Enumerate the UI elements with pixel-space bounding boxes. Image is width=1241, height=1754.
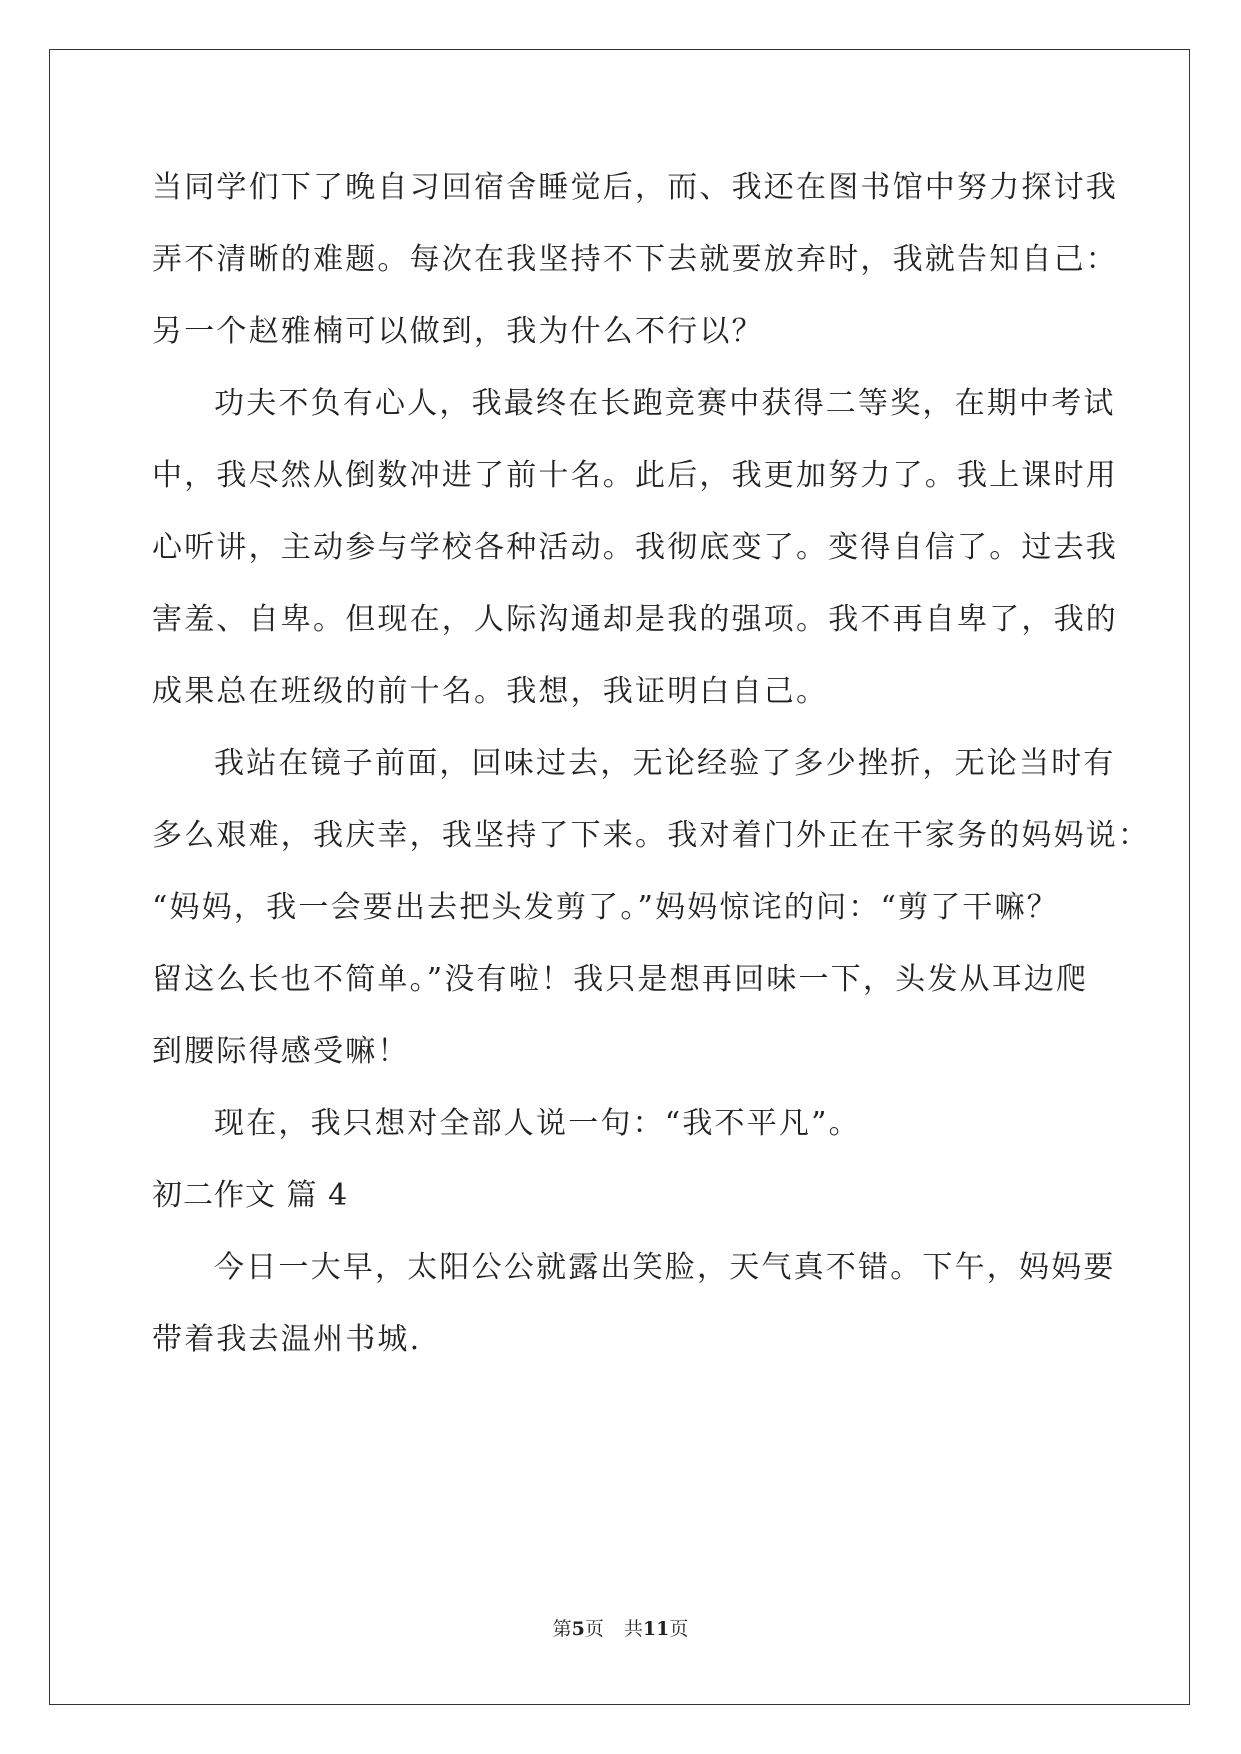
footer-total-unit: 页 <box>669 1618 689 1640</box>
footer-prefix: 第 <box>552 1618 572 1640</box>
body-line: 弄不清晰的难题。每次在我坚持不下去就要放弃时，我就告知自己： <box>152 242 1118 277</box>
footer-total-prefix: 共 <box>623 1618 643 1640</box>
page-border <box>49 49 1190 1705</box>
body-line: 害羞、自卑。但现在，人际沟通却是我的强项。我不再自卑了，我的 <box>152 602 1118 637</box>
body-line: 带着我去温州书城. <box>152 1322 422 1357</box>
body-line: 现在，我只想对全部人说一句：“我不平凡”。 <box>214 1106 861 1141</box>
footer-page-unit: 页 <box>584 1618 604 1640</box>
body-line: 当同学们下了晚自习回宿舍睡觉后，而、我还在图书馆中努力探讨我 <box>152 170 1118 205</box>
total-page-number: 11 <box>642 1618 670 1640</box>
body-line: 今日一大早，太阳公公就露出笑脸，天气真不错。下午，妈妈要 <box>214 1250 1116 1285</box>
body-line: 成果总在班级的前十名。我想，我证明白自己。 <box>152 674 829 709</box>
page-footer <box>0 1617 1241 1641</box>
current-page-number: 5 <box>571 1618 585 1640</box>
body-line: 留这么长也不简单。”没有啦！我只是想再回味一下，头发从耳边爬 <box>152 962 1089 997</box>
body-line: 功夫不负有心人，我最终在长跑竞赛中获得二等奖，在期中考试 <box>214 386 1116 421</box>
section-heading: 初二作文 篇 4 <box>152 1178 349 1213</box>
body-line: 多么艰难，我庆幸，我坚持了下来。我对着门外正在干家务的妈妈说： <box>152 818 1151 853</box>
body-line: 中，我尽然从倒数冲进了前十名。此后，我更加努力了。我上课时用 <box>152 458 1118 493</box>
body-line: “妈妈，我一会要出去把头发剪了。”妈妈惊诧的问：“剪了干嘛？ <box>152 890 1060 925</box>
body-line: 到腰际得感受嘛！ <box>152 1034 410 1069</box>
body-line: 我站在镜子前面，回味过去，无论经验了多少挫折，无论当时有 <box>214 746 1116 781</box>
body-line: 另一个赵雅楠可以做到，我为什么不行以？ <box>152 314 764 349</box>
body-line: 心听讲，主动参与学校各种活动。我彻底变了。变得自信了。过去我 <box>152 530 1118 565</box>
